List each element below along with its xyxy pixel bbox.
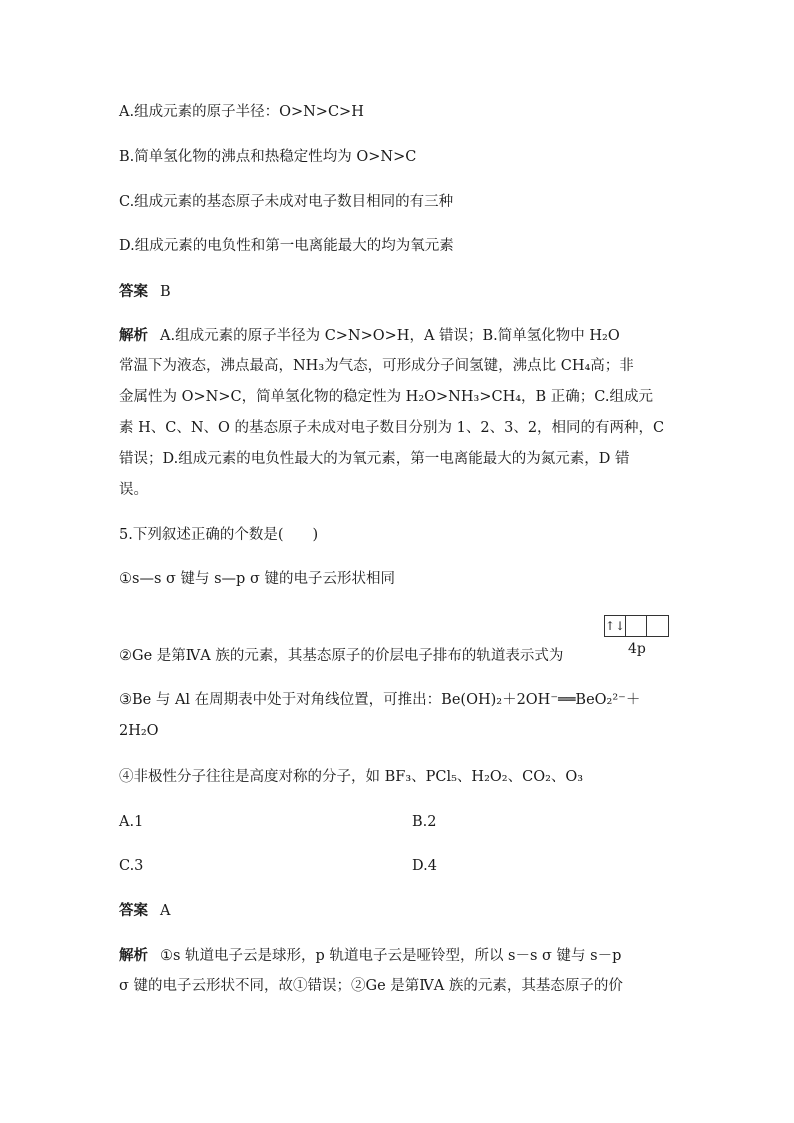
q4-analysis-line: 常温下为液态，沸点最高，NH₃为气态，可形成分子间氢键，沸点比 CH₄高；非: [119, 358, 634, 374]
q5-stem: 5.下列叙述正确的个数是( ): [119, 527, 319, 543]
q5-item-2: ②Ge 是第ⅣA 族的元素，其基态原子的价层电子排布的轨道表示式为: [119, 648, 564, 664]
orbital-box: [647, 616, 668, 636]
answer-label: 答案: [119, 283, 148, 300]
analysis-text: A.组成元素的原子半径为 C>N>O>H，A 错误；B.简单氢化物中 H₂O: [160, 328, 620, 344]
q5-answer: [119, 901, 170, 921]
answer-value: A: [160, 903, 171, 919]
analysis-label: 解析: [119, 327, 148, 344]
q4-answer: [119, 282, 171, 302]
q5-item-3: ③Be 与 Al 在周期表中处于对角线位置，可推出：Be(OH)₂＋2OH⁻══BeO₂²⁻＋: [119, 692, 641, 708]
q5-item-1: ①s—s σ 键与 s—p σ 键的电子云形状相同: [119, 571, 395, 587]
q5-choice-c: C.3: [119, 858, 144, 874]
q4-option-b: B.简单氢化物的沸点和热稳定性均为 O>N>C: [119, 149, 417, 165]
q4-option-d: D.组成元素的电负性和第一电离能最大的均为氧元素: [119, 238, 454, 254]
q5-item-3-cont: 2H₂O: [119, 723, 159, 739]
answer-label: 答案: [119, 902, 148, 919]
analysis-text: ①s 轨道电子云是球形，p 轨道电子云是哑铃型，所以 s－s σ 键与 s－p: [160, 948, 622, 964]
q4-analysis-line: 素 H、C、N、O 的基态原子未成对电子数目分别为 1、2、3、2，相同的有两种，C: [119, 420, 665, 436]
q4-analysis-line: [119, 326, 620, 346]
analysis-label: 解析: [119, 947, 148, 964]
q4-analysis-line: 错误；D.组成元素的电负性最大的为氧元素，第一电离能最大的为氮元素，D 错: [119, 451, 630, 467]
q5-choice-b: B.2: [412, 814, 437, 830]
q5-item-4: ④非极性分子往往是高度对称的分子，如 BF₃、PCl₅、H₂O₂、CO₂、O₃: [119, 769, 584, 785]
q5-choice-a: A.1: [119, 814, 144, 830]
q5-analysis-line: [119, 946, 621, 966]
q4-analysis-line: 金属性为 O>N>C，简单氢化物的稳定性为 H₂O>NH₃>CH₄，B 正确；C.组成元: [119, 389, 653, 405]
q5-analysis-line: σ 键的电子云形状不同，故①错误；②Ge 是第ⅣA 族的元素，其基态原子的价: [119, 978, 623, 994]
q4-option-a: A.组成元素的原子半径：O>N>C>H: [119, 104, 364, 120]
orbital-box: [626, 616, 647, 636]
orbital-label: 4p: [628, 641, 646, 657]
q4-option-c: C.组成元素的基态原子未成对电子数目相同的有三种: [119, 194, 454, 210]
q4-analysis-line: 误。: [119, 482, 148, 498]
answer-value: B: [160, 284, 171, 300]
orbital-box: ↑↓: [605, 616, 626, 636]
q5-choice-d: D.4: [412, 858, 437, 874]
orbital-diagram: [604, 615, 669, 637]
